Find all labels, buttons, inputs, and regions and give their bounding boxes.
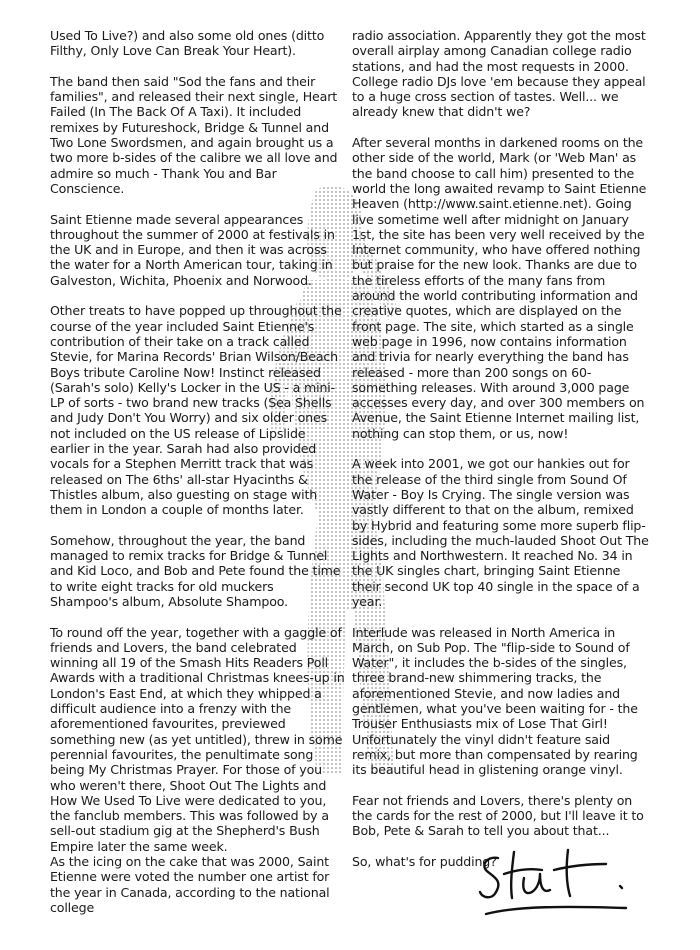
left-paragraph-6: To round off the year, together with a gaggle of friends and Lovers, the band celebrated winning all 19 of the Smash Hits Readers Poll Awards with a traditional Christmas knees-up in London's East End, at which they whipped a difficult audience into a frenzy with the aforementioned favourites, previewed something new (as yet untitled), threw in some perennial favourites, the penultimate song being My Christmas Prayer. For those of you who weren't there, Shoot Out The Lights and How We Used To Live were dedicated to you, the fanclub members. This was followed by a sell-out stadium gig at the Shepherd's Bush Empire later the same week. — [50, 624, 345, 854]
handwritten-signature — [476, 848, 636, 923]
signoff-line: So, what's for pudding? — [352, 854, 497, 870]
left-paragraph-5: Somehow, throughout the year, the band managed to remix tracks for Bridge & Tunnel and Kid Loco, and Bob and Pete found the time to write eight tracks for old muckers Shampoo's album, Absolute Shampoo. — [50, 532, 341, 609]
left-column — [50, 28, 345, 931]
right-paragraph-5: Fear not friends and Lovers, there's plenty on the cards for the rest of 2000, but I'll leave it to Bob, Pete & Sarah to tell you about that... — [352, 792, 644, 839]
left-paragraph-2: The band then said "Sod the fans and their families", and released their next single, Heart Failed (In The Back Of A Taxi). It included remixes by Futureshock, Bridge & Tunnel and Two Lone Swordsmen, and again brought us a two more b-sides of the calibre we all love and admire so much - Thank You and Bar Conscience. — [50, 73, 338, 196]
left-paragraph-3: Saint Etienne made several appearances throughout the summer of 2000 at festivals in the UK and in Europe, and then it was across the water for a North American tour, taking in Galveston, Wichita, Phoenix and Norwood. — [50, 211, 335, 288]
right-paragraph-2: After several months in darkened rooms on the other side of the world, Mark (or 'Web Man' as the band choose to call him) presented to the world the long awaited revamp to Saint Etienne Heaven (http://www.saint.etienne.net). Going live sometime well after midnight on January 1st, the site has been very well received by the Internet community, who have offered nothing but praise for the new look. Thanks are due to the tireless efforts of the many fans from around the world contributing information and creative quotes, which are displayed on the front page. The site, which started as a single web page in 1996, now contains information and trivia for nearly everything the band has released - more than 200 songs on 60-something releases. With around 3,000 page accesses every day, and over 300 members on Avenue, the Saint Etienne Internet mailing list, nothing can stop them, or us, now! — [352, 135, 647, 441]
right-paragraph-3: A week into 2001, we got our hankies out for the release of the third single from Sound Of Water - Boy Is Crying. The single version was vastly different to that on the album, remixed by Hybrid and featuring some more superb flip-sides, including the much-lauded Shoot Out The Lights and Northwestern. It reached No. 34 in the UK singles chart, bringing Saint Etienne their second UK top 40 single in the space of a year. — [352, 456, 649, 609]
right-paragraph-4: Interlude was released in North America in March, on Sub Pop. The "flip-side to Sound of Water", it includes the b-sides of the singles, three brand-new shimmering tracks, the aforementioned Stevie, and now ladies and gentlemen, what you've been waiting for - the Trouser Enthusiasts mix of Lose That Girl! Unfortunately the vinyl didn't feature said remix, but more than compensated by rearing its beautiful head in glistening orange vinyl. — [352, 624, 638, 778]
right-paragraph-1: radio association. Apparently they got the most overall airplay among Canadian college radio stations, and had the most requests in 2000. College radio DJs love 'em because they appeal to a huge cross section of tastes. Well... we already knew that didn't we? — [352, 28, 646, 120]
right-column — [352, 28, 650, 885]
left-paragraph-4: Other treats to have popped up throughout the course of the year included Saint Etienne's contribution of their take on a track called Stevie, for Marina Records' Brian Wilson/Beach Boys tribute Caroline Now! Instinct released (Sarah's solo) Kelly's Locker in the US - a mini-LP of sorts - two brand new tracks (Sea Shells and Judy Don't You Worry) and six older ones not included on the US release of Lipslide earlier in the year. Sarah had also provided vocals for a Stephen Merritt track that was released on The 6ths' all-star Hyacinths & Thistles album, also guesting on stage with them in London a couple of months later. — [50, 303, 342, 518]
left-paragraph-1: Used To Live?) and also some old ones (ditto Filthy, Only Love Can Break Your Heart). — [50, 28, 325, 59]
left-paragraph-7: As the icing on the cake that was 2000, Saint Etienne were voted the number one artist for the year in Canada, according to the national college — [50, 854, 330, 915]
